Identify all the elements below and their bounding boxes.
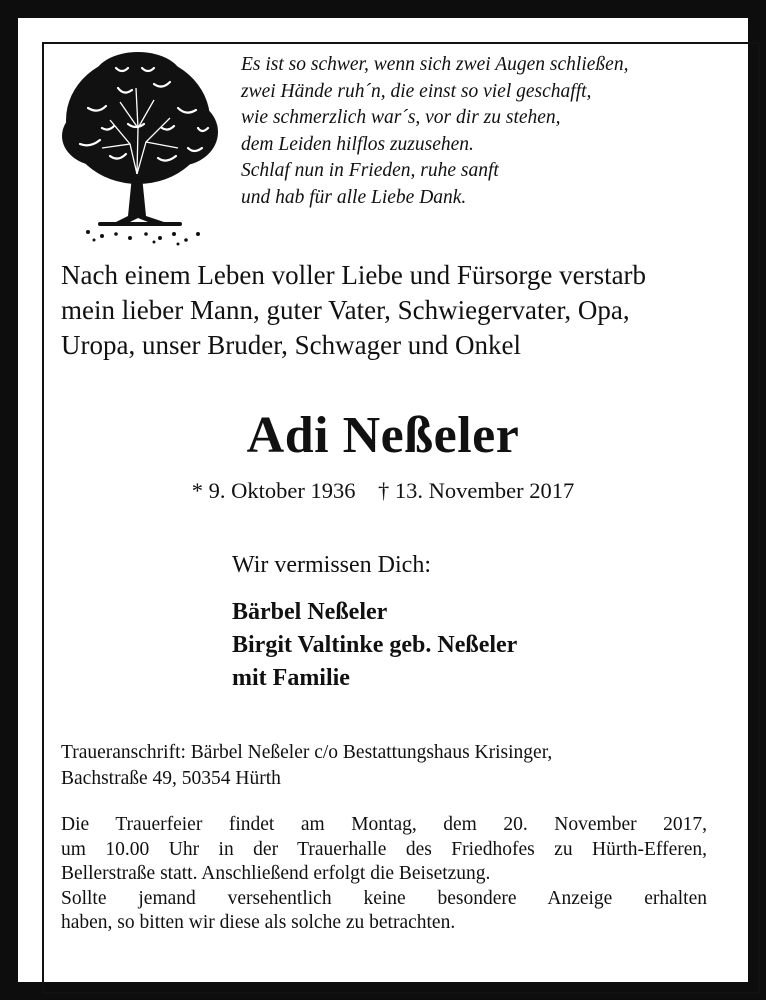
mourner-name: mit Familie (232, 665, 350, 691)
notice-line: Sollte jemand versehentlich keine besondere Anzeige erhalten (61, 887, 707, 909)
address-line: Bachstraße 49, 50354 Hürth (61, 768, 281, 789)
mourner-name: Birgit Valtinke geb. Neßeler (232, 632, 518, 658)
notice-line: Bellerstraße statt. Anschließend erfolgt die Beisetzung. (61, 863, 491, 884)
notice-line: haben, so bitten wir diese als solche zu betrachten. (61, 912, 456, 933)
mourners-list (232, 596, 517, 695)
poem-line: Schlaf nun in Frieden, ruhe sanft (241, 160, 499, 181)
poem-line: dem Leiden hilflos zuzusehen. (241, 133, 474, 155)
notice-line: Die Trauerfeier findet am Montag, dem 20. November 2017, (61, 814, 707, 835)
notice-line: um 10.00 Uhr in der Trauerhalle des Friedhofes zu Hürth-Efferen, (61, 838, 707, 860)
poem-line: Es ist so schwer, wenn sich zwei Augen schließen, (241, 54, 629, 75)
funeral-notice (61, 813, 707, 936)
poem-line: zwei Hände ruh´n, die einst so viel geschafft, (241, 80, 592, 102)
life-dates: * 9. Oktober 1936 † 13. November 2017 (191, 478, 575, 503)
tree-icon (58, 48, 228, 248)
deceased-name: Adi Neßeler (246, 407, 520, 464)
poem-line: wie schmerzlich war´s, vor dir zu stehen, (241, 107, 561, 128)
poem-line: und hab für alle Liebe Dank. (241, 186, 467, 208)
mourning-address (61, 740, 711, 792)
intro-text (61, 258, 711, 363)
address-line: Traueranschrift: Bärbel Neßeler c/o Bestattungshaus Krisinger, (61, 742, 553, 763)
intro-line: mein lieber Mann, guter Vater, Schwiegervater, Opa, (61, 295, 630, 325)
mourners-heading: Wir vermissen Dich: (232, 552, 431, 578)
intro-line: Uropa, unser Bruder, Schwager und Onkel (61, 330, 522, 360)
mourner-name: Bärbel Neßeler (232, 599, 388, 625)
poem (241, 52, 721, 211)
intro-line: Nach einem Leben voller Liebe und Fürsorge verstarb (61, 260, 647, 290)
